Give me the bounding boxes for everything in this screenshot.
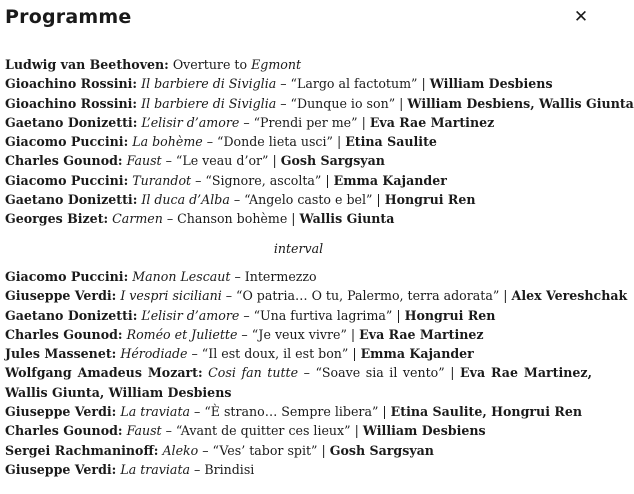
composer: Giuseppe Verdi: <box>5 461 117 477</box>
composer: Gioachino Rossini: <box>5 76 138 92</box>
piece: – “Donde lieta usci” | <box>202 134 346 150</box>
piece: – “Il est doux, il est bon” | <box>187 346 361 362</box>
work-title: Egmont <box>251 57 302 72</box>
programme-item <box>5 74 592 93</box>
composer: Charles Gounod: <box>5 326 123 342</box>
piece: – “Le veau d’or” | <box>161 153 281 169</box>
composer: Giuseppe Verdi: <box>5 288 117 304</box>
performers: Etina Saulite <box>345 134 437 150</box>
work-title: La bohème <box>132 134 203 150</box>
programme-item <box>5 441 592 460</box>
programme-item <box>5 460 592 479</box>
piece: – “Soave sia il vento” | <box>298 365 461 381</box>
work-title: Il duca d’Alba <box>141 192 230 208</box>
work-title: Cosi fan tutte <box>208 365 299 381</box>
programme-list <box>5 55 634 479</box>
performers: Eva Rae Martinez, Wallis Giunta, William Desbiens <box>5 365 592 400</box>
performers: Emma Kajander <box>360 346 474 362</box>
programme-item <box>5 267 592 286</box>
composer: Georges Bizet: <box>5 211 109 227</box>
programme-item <box>5 94 634 113</box>
work-title: Il barbiere di Siviglia <box>141 76 277 92</box>
piece: – Brindisi <box>190 461 255 477</box>
work-title: I vespri siciliani <box>120 288 222 304</box>
work-title: Carmen <box>112 211 163 227</box>
composer: Sergei Rachmaninoff: <box>5 442 159 458</box>
composer: Gioachino Rossini: <box>5 95 138 111</box>
performers: Emma Kajander <box>333 172 447 188</box>
work-title: Faust <box>126 153 162 169</box>
composer: Jules Massenet: <box>5 346 117 362</box>
performers: Wallis Giunta <box>299 211 395 227</box>
composer: Charles Gounod: <box>5 423 123 439</box>
composer: Gaetano Donizetti: <box>5 307 138 323</box>
performers: William Desbiens <box>362 423 486 439</box>
page-title: Programme <box>5 6 132 28</box>
programme-item <box>5 209 592 228</box>
piece: – “Signore, ascolta” | <box>191 172 334 188</box>
performers: Hongrui Ren <box>404 307 496 323</box>
work-title: Faust <box>126 423 162 439</box>
programme-item <box>5 421 592 440</box>
work-title: L’elisir d’amore <box>141 307 240 323</box>
performers: Gosh Sargsyan <box>329 442 434 458</box>
piece: – “Angelo casto e bel” | <box>229 192 385 208</box>
composer: Giacomo Puccini: <box>5 268 129 284</box>
composer: Gaetano Donizetti: <box>5 114 138 130</box>
programme-item <box>5 306 592 325</box>
performers: Eva Rae Martinez <box>359 326 484 342</box>
composer: Gaetano Donizetti: <box>5 192 138 208</box>
piece: – Intermezzo <box>230 268 317 284</box>
piece: – “È strano… Sempre libera” | <box>190 404 391 420</box>
piece: – “Ves’ tabor spit” | <box>198 442 330 458</box>
programme-item <box>5 171 592 190</box>
work-title: Aleko <box>162 442 199 458</box>
programme-item <box>5 402 592 421</box>
piece: – “Largo al factotum” | <box>276 76 430 92</box>
piece: – “Una furtiva lagrima” | <box>239 307 405 323</box>
performers: William Desbiens <box>429 76 553 92</box>
performers: Hongrui Ren <box>384 192 476 208</box>
work-title: Manon Lescaut <box>132 268 231 284</box>
programme-item <box>5 344 592 363</box>
programme-item <box>5 325 592 344</box>
performers: Alex Vereshchak <box>511 288 628 304</box>
piece: – “Avant de quitter ces lieux” | <box>161 423 363 439</box>
interval-label: interval <box>273 240 324 256</box>
work-title: Roméo et Juliette <box>126 326 238 342</box>
programme-item <box>5 151 592 170</box>
piece: – Chanson bohème | <box>162 211 300 227</box>
composer: Giuseppe Verdi: <box>5 404 117 420</box>
programme-item <box>5 132 592 151</box>
work-title: Turandot <box>132 172 192 188</box>
programme-item <box>5 190 592 209</box>
performers: Gosh Sargsyan <box>280 153 385 169</box>
programme-item <box>5 113 592 132</box>
composer: Ludwig van Beethoven: <box>5 57 169 72</box>
piece: – “Je veux vivre” | <box>237 326 360 342</box>
piece: – “Prendi per me” | <box>239 114 370 130</box>
work-title: Il barbiere di Siviglia <box>141 95 277 111</box>
work-title: La traviata <box>120 404 191 420</box>
programme-item <box>5 55 592 74</box>
piece: Overture to <box>168 57 252 72</box>
dialog-header <box>0 0 600 40</box>
performers: Eva Rae Martinez <box>369 114 495 130</box>
programme-item <box>5 286 628 305</box>
piece: – “Dunque io son” | <box>276 95 408 111</box>
composer: Giacomo Puccini: <box>5 134 129 150</box>
composer: Wolfgang Amadeus Mozart: <box>5 365 203 381</box>
programme-item <box>5 363 592 402</box>
composer: Giacomo Puccini: <box>5 172 129 188</box>
performers: William Desbiens, Wallis Giunta <box>407 95 634 111</box>
close-icon[interactable]: ✕ <box>573 7 589 27</box>
composer: Charles Gounod: <box>5 153 123 169</box>
work-title: La traviata <box>120 461 191 477</box>
performers: Etina Saulite, Hongrui Ren <box>390 404 582 420</box>
piece: – “O patria… O tu, Palermo, terra adorata” | <box>221 288 512 304</box>
work-title: L’elisir d’amore <box>141 114 240 130</box>
work-title: Hérodiade <box>120 346 188 362</box>
